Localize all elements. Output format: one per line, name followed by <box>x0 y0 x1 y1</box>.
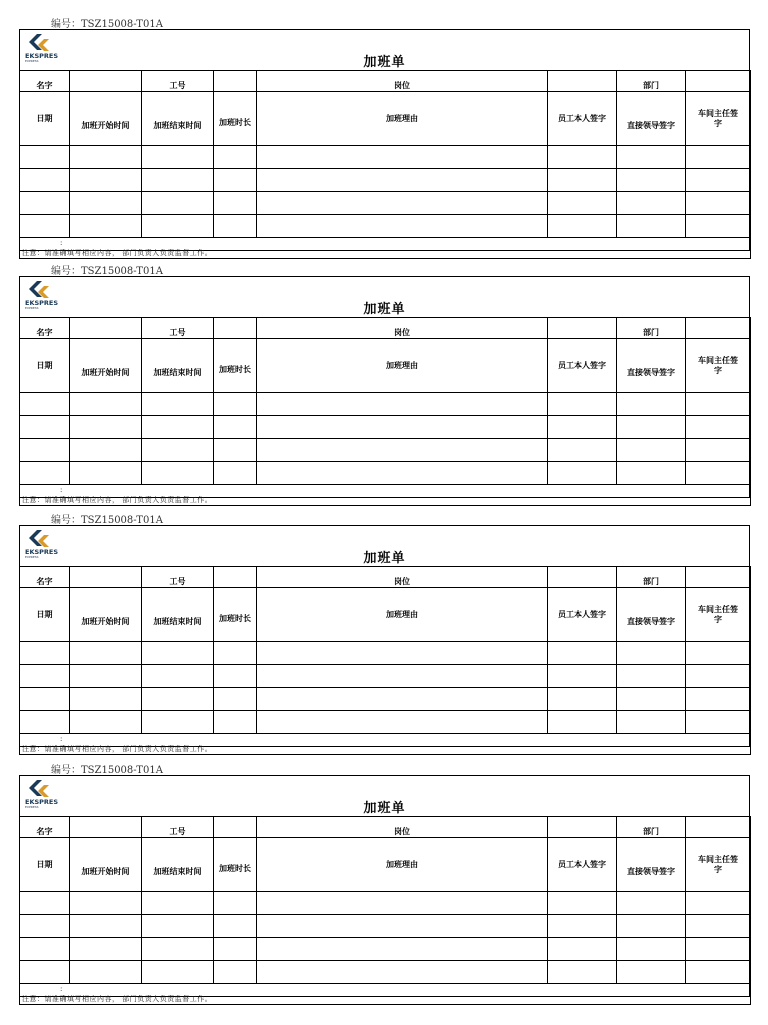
col-end-time-label: 加班结束时间 <box>153 616 202 626</box>
cell-date[interactable] <box>20 393 70 416</box>
cell-leader-sign[interactable] <box>617 688 686 711</box>
col-date-label: 日期 <box>36 609 53 619</box>
position-value[interactable] <box>548 318 617 339</box>
logo-sub-text: EXPRESS <box>25 805 39 809</box>
overtime-form <box>19 515 750 775</box>
col-director-sign-label: 车间主任签字 <box>698 355 738 375</box>
cell-director-sign[interactable] <box>686 688 751 711</box>
form-sheet <box>19 29 750 257</box>
col-date-label: 日期 <box>36 360 53 370</box>
cell-employee-sign[interactable] <box>548 192 617 215</box>
col-start-time-label: 加班开始时间 <box>81 866 130 876</box>
cell-end-time[interactable] <box>142 665 214 688</box>
cell-date[interactable] <box>20 462 70 485</box>
cell-start-time[interactable] <box>70 938 142 961</box>
cell-leader-sign[interactable] <box>617 169 686 192</box>
cell-director-sign[interactable] <box>686 892 751 915</box>
cell-reason[interactable] <box>257 892 548 915</box>
header-row <box>20 567 751 588</box>
cell-director-sign[interactable] <box>686 192 751 215</box>
cell-end-time[interactable] <box>142 169 214 192</box>
cell-duration[interactable] <box>214 416 257 439</box>
cell-duration[interactable] <box>214 192 257 215</box>
col-duration <box>214 588 257 642</box>
staff-no-value[interactable] <box>214 817 257 838</box>
note-cell <box>20 984 751 1005</box>
department-label: 部门 <box>617 567 686 588</box>
name-label: 名字 <box>20 817 70 838</box>
cell-start-time[interactable] <box>70 915 142 938</box>
cell-duration[interactable] <box>214 146 257 169</box>
note-colon: : <box>60 735 63 743</box>
logo-sub-text: EXPRESS <box>25 59 39 63</box>
cell-director-sign[interactable] <box>686 915 751 938</box>
name-label: 名字 <box>20 567 70 588</box>
position-label: 岗位 <box>257 817 548 838</box>
col-start-time <box>70 838 142 892</box>
cell-duration[interactable] <box>214 915 257 938</box>
staff-no-label: 工号 <box>142 567 214 588</box>
cell-employee-sign[interactable] <box>548 915 617 938</box>
col-date <box>20 92 70 146</box>
cell-start-time[interactable] <box>70 416 142 439</box>
form-table <box>19 317 751 506</box>
col-end-time-label: 加班结束时间 <box>153 367 202 377</box>
note-text: 注意：请准确填写相应内容， 部门负责人负责监督工作。 <box>22 496 213 504</box>
cell-director-sign[interactable] <box>686 416 751 439</box>
column-header-row <box>20 838 751 892</box>
header-row <box>20 318 751 339</box>
logo-brand-text: EKSPRES <box>25 299 59 307</box>
cell-date[interactable] <box>20 192 70 215</box>
cell-leader-sign[interactable] <box>617 393 686 416</box>
cell-reason[interactable] <box>257 642 548 665</box>
name-value[interactable] <box>70 71 142 92</box>
col-duration-label: 加班时长 <box>219 613 251 623</box>
cell-duration[interactable] <box>214 169 257 192</box>
col-duration <box>214 838 257 892</box>
col-director-sign <box>686 92 751 146</box>
staff-no-label: 工号 <box>142 318 214 339</box>
cell-reason[interactable] <box>257 393 548 416</box>
table-row <box>20 169 751 192</box>
cell-leader-sign[interactable] <box>617 642 686 665</box>
col-duration-label: 加班时长 <box>219 863 251 873</box>
column-header-row <box>20 92 751 146</box>
col-reason <box>257 339 548 393</box>
cell-reason[interactable] <box>257 711 548 734</box>
cell-employee-sign[interactable] <box>548 938 617 961</box>
staff-no-value[interactable] <box>214 318 257 339</box>
cell-start-time[interactable] <box>70 169 142 192</box>
table-row <box>20 892 751 915</box>
table-row <box>20 938 751 961</box>
col-leader-sign-label: 直接领导签字 <box>627 866 675 876</box>
cell-start-time[interactable] <box>70 711 142 734</box>
cell-reason[interactable] <box>257 146 548 169</box>
department-value[interactable] <box>686 318 751 339</box>
table-row <box>20 439 751 462</box>
note-colon: : <box>60 985 63 993</box>
cell-employee-sign[interactable] <box>548 169 617 192</box>
note-cell <box>20 485 751 506</box>
cell-end-time[interactable] <box>142 711 214 734</box>
cell-start-time[interactable] <box>70 146 142 169</box>
department-value[interactable] <box>686 71 751 92</box>
cell-leader-sign[interactable] <box>617 938 686 961</box>
col-director-sign-label: 车间主任签字 <box>698 854 738 874</box>
cell-duration[interactable] <box>214 462 257 485</box>
position-value[interactable] <box>548 567 617 588</box>
cell-duration[interactable] <box>214 961 257 984</box>
name-value[interactable] <box>70 567 142 588</box>
name-label: 名字 <box>20 318 70 339</box>
note-row <box>20 238 751 259</box>
cell-date[interactable] <box>20 961 70 984</box>
col-start-time <box>70 588 142 642</box>
form-table <box>19 566 751 755</box>
note-text: 注意：请准确填写相应内容， 部门负责人负责监督工作。 <box>22 745 213 753</box>
form-sheet <box>19 276 750 504</box>
table-row <box>20 961 751 984</box>
note-cell <box>20 734 751 755</box>
staff-no-value[interactable] <box>214 71 257 92</box>
cell-reason[interactable] <box>257 665 548 688</box>
cell-start-time[interactable] <box>70 439 142 462</box>
cell-date[interactable] <box>20 915 70 938</box>
cell-director-sign[interactable] <box>686 961 751 984</box>
col-director-sign <box>686 838 751 892</box>
position-label: 岗位 <box>257 318 548 339</box>
cell-employee-sign[interactable] <box>548 711 617 734</box>
cell-duration[interactable] <box>214 439 257 462</box>
cell-leader-sign[interactable] <box>617 711 686 734</box>
name-label: 名字 <box>20 71 70 92</box>
cell-leader-sign[interactable] <box>617 215 686 238</box>
col-date-label: 日期 <box>36 113 53 123</box>
cell-start-time[interactable] <box>70 192 142 215</box>
col-reason <box>257 588 548 642</box>
name-value[interactable] <box>70 817 142 838</box>
form-table <box>19 816 751 1005</box>
cell-employee-sign[interactable] <box>548 215 617 238</box>
col-leader-sign <box>617 838 686 892</box>
table-row <box>20 146 751 169</box>
department-label: 部门 <box>617 817 686 838</box>
cell-date[interactable] <box>20 215 70 238</box>
cell-date[interactable] <box>20 938 70 961</box>
cell-end-time[interactable] <box>142 416 214 439</box>
table-row <box>20 192 751 215</box>
logo-brand-text: EKSPRES <box>25 548 59 556</box>
cell-leader-sign[interactable] <box>617 439 686 462</box>
position-label: 岗位 <box>257 567 548 588</box>
form-code: 编号：TSZ15008-T01A <box>51 765 163 776</box>
cell-end-time[interactable] <box>142 215 214 238</box>
cell-leader-sign[interactable] <box>617 915 686 938</box>
note-colon: : <box>60 486 63 494</box>
logo-sub-text: EXPRESS <box>25 306 39 310</box>
overtime-form <box>19 266 750 526</box>
note-row <box>20 734 751 755</box>
cell-start-time[interactable] <box>70 393 142 416</box>
cell-start-time[interactable] <box>70 215 142 238</box>
cell-reason[interactable] <box>257 439 548 462</box>
cell-employee-sign[interactable] <box>548 146 617 169</box>
col-duration <box>214 92 257 146</box>
col-start-time <box>70 339 142 393</box>
cell-leader-sign[interactable] <box>617 892 686 915</box>
form-code: 编号：TSZ15008-T01A <box>51 19 163 30</box>
cell-reason[interactable] <box>257 961 548 984</box>
overtime-form <box>19 765 750 1025</box>
table-row <box>20 711 751 734</box>
position-label: 岗位 <box>257 71 548 92</box>
form-sheet <box>19 525 750 753</box>
col-reason-label: 加班理由 <box>386 113 418 123</box>
logo-brand-text: EKSPRES <box>25 52 59 60</box>
note-text: 注意：请准确填写相应内容， 部门负责人负责监督工作。 <box>22 995 213 1003</box>
cell-start-time[interactable] <box>70 665 142 688</box>
cell-employee-sign[interactable] <box>548 416 617 439</box>
cell-end-time[interactable] <box>142 642 214 665</box>
staff-no-label: 工号 <box>142 71 214 92</box>
col-start-time <box>70 92 142 146</box>
table-row <box>20 215 751 238</box>
col-employee-sign <box>548 838 617 892</box>
cell-date[interactable] <box>20 892 70 915</box>
cell-end-time[interactable] <box>142 892 214 915</box>
col-employee-sign-label: 员工本人签字 <box>558 113 606 123</box>
col-reason <box>257 838 548 892</box>
col-leader-sign <box>617 92 686 146</box>
cell-duration[interactable] <box>214 688 257 711</box>
col-director-sign <box>686 339 751 393</box>
col-leader-sign-label: 直接领导签字 <box>627 367 675 377</box>
cell-employee-sign[interactable] <box>548 439 617 462</box>
col-employee-sign-label: 员工本人签字 <box>558 360 606 370</box>
col-end-time-label: 加班结束时间 <box>153 120 202 130</box>
cell-date[interactable] <box>20 665 70 688</box>
cell-leader-sign[interactable] <box>617 462 686 485</box>
col-leader-sign <box>617 588 686 642</box>
department-value[interactable] <box>686 567 751 588</box>
cell-director-sign[interactable] <box>686 462 751 485</box>
cell-employee-sign[interactable] <box>548 665 617 688</box>
cell-end-time[interactable] <box>142 938 214 961</box>
cell-reason[interactable] <box>257 462 548 485</box>
col-end-time <box>142 588 214 642</box>
cell-reason[interactable] <box>257 416 548 439</box>
cell-director-sign[interactable] <box>686 665 751 688</box>
cell-director-sign[interactable] <box>686 169 751 192</box>
cell-duration[interactable] <box>214 892 257 915</box>
col-leader-sign <box>617 339 686 393</box>
form-sheet <box>19 775 750 1003</box>
cell-date[interactable] <box>20 711 70 734</box>
col-director-sign-label: 车间主任签字 <box>698 604 738 624</box>
header-row <box>20 71 751 92</box>
table-row <box>20 915 751 938</box>
department-value[interactable] <box>686 817 751 838</box>
cell-duration[interactable] <box>214 642 257 665</box>
cell-leader-sign[interactable] <box>617 416 686 439</box>
col-reason-label: 加班理由 <box>386 609 418 619</box>
header-row <box>20 817 751 838</box>
cell-director-sign[interactable] <box>686 393 751 416</box>
cell-end-time[interactable] <box>142 146 214 169</box>
cell-reason[interactable] <box>257 938 548 961</box>
cell-date[interactable] <box>20 169 70 192</box>
col-duration <box>214 339 257 393</box>
cell-end-time[interactable] <box>142 688 214 711</box>
col-leader-sign-label: 直接领导签字 <box>627 120 675 130</box>
cell-leader-sign[interactable] <box>617 961 686 984</box>
col-start-time-label: 加班开始时间 <box>81 616 130 626</box>
logo-sub-text: EXPRESS <box>25 555 39 559</box>
col-employee-sign <box>548 588 617 642</box>
cell-director-sign[interactable] <box>686 439 751 462</box>
cell-leader-sign[interactable] <box>617 665 686 688</box>
note-cell <box>20 238 751 259</box>
cell-duration[interactable] <box>214 938 257 961</box>
col-end-time-label: 加班结束时间 <box>153 866 202 876</box>
cell-date[interactable] <box>20 146 70 169</box>
col-date <box>20 588 70 642</box>
cell-employee-sign[interactable] <box>548 642 617 665</box>
note-text: 注意：请准确填写相应内容， 部门负责人负责监督工作。 <box>22 249 213 257</box>
cell-end-time[interactable] <box>142 393 214 416</box>
col-leader-sign-label: 直接领导签字 <box>627 616 675 626</box>
cell-start-time[interactable] <box>70 462 142 485</box>
cell-director-sign[interactable] <box>686 711 751 734</box>
form-title: 加班单 <box>363 302 406 317</box>
col-end-time <box>142 339 214 393</box>
cell-director-sign[interactable] <box>686 146 751 169</box>
col-employee-sign-label: 员工本人签字 <box>558 609 606 619</box>
cell-end-time[interactable] <box>142 439 214 462</box>
col-employee-sign <box>548 339 617 393</box>
col-duration-label: 加班时长 <box>219 117 251 127</box>
cell-end-time[interactable] <box>142 961 214 984</box>
cell-start-time[interactable] <box>70 961 142 984</box>
overtime-form <box>19 19 750 279</box>
form-table <box>19 70 751 259</box>
col-date <box>20 339 70 393</box>
cell-end-time[interactable] <box>142 192 214 215</box>
cell-date[interactable] <box>20 688 70 711</box>
note-colon: : <box>60 239 63 247</box>
table-row <box>20 393 751 416</box>
form-title: 加班单 <box>363 551 406 566</box>
cell-duration[interactable] <box>214 215 257 238</box>
table-row <box>20 688 751 711</box>
form-title: 加班单 <box>363 55 406 70</box>
column-header-row <box>20 588 751 642</box>
cell-employee-sign[interactable] <box>548 688 617 711</box>
cell-leader-sign[interactable] <box>617 192 686 215</box>
table-row <box>20 642 751 665</box>
form-code: 编号：TSZ15008-T01A <box>51 515 163 526</box>
department-label: 部门 <box>617 71 686 92</box>
col-date-label: 日期 <box>36 859 53 869</box>
cell-reason[interactable] <box>257 688 548 711</box>
cell-employee-sign[interactable] <box>548 393 617 416</box>
cell-employee-sign[interactable] <box>548 462 617 485</box>
col-start-time-label: 加班开始时间 <box>81 367 130 377</box>
cell-date[interactable] <box>20 416 70 439</box>
col-start-time-label: 加班开始时间 <box>81 120 130 130</box>
col-duration-label: 加班时长 <box>219 364 251 374</box>
col-director-sign-label: 车间主任签字 <box>698 108 738 128</box>
cell-reason[interactable] <box>257 915 548 938</box>
cell-start-time[interactable] <box>70 642 142 665</box>
col-reason <box>257 92 548 146</box>
col-date <box>20 838 70 892</box>
position-value[interactable] <box>548 817 617 838</box>
col-reason-label: 加班理由 <box>386 360 418 370</box>
cell-start-time[interactable] <box>70 688 142 711</box>
cell-date[interactable] <box>20 439 70 462</box>
cell-duration[interactable] <box>214 665 257 688</box>
cell-start-time[interactable] <box>70 892 142 915</box>
col-reason-label: 加班理由 <box>386 859 418 869</box>
cell-reason[interactable] <box>257 192 548 215</box>
staff-no-value[interactable] <box>214 567 257 588</box>
cell-duration[interactable] <box>214 711 257 734</box>
cell-director-sign[interactable] <box>686 215 751 238</box>
position-value[interactable] <box>548 71 617 92</box>
cell-date[interactable] <box>20 642 70 665</box>
col-employee-sign-label: 员工本人签字 <box>558 859 606 869</box>
note-row <box>20 984 751 1005</box>
table-row <box>20 462 751 485</box>
note-row <box>20 485 751 506</box>
cell-reason[interactable] <box>257 215 548 238</box>
cell-director-sign[interactable] <box>686 642 751 665</box>
cell-reason[interactable] <box>257 169 548 192</box>
logo-brand-text: EKSPRES <box>25 798 59 806</box>
col-director-sign <box>686 588 751 642</box>
cell-duration[interactable] <box>214 393 257 416</box>
department-label: 部门 <box>617 318 686 339</box>
form-code: 编号：TSZ15008-T01A <box>51 266 163 277</box>
cell-director-sign[interactable] <box>686 938 751 961</box>
name-value[interactable] <box>70 318 142 339</box>
col-employee-sign <box>548 92 617 146</box>
cell-employee-sign[interactable] <box>548 892 617 915</box>
cell-leader-sign[interactable] <box>617 146 686 169</box>
staff-no-label: 工号 <box>142 817 214 838</box>
col-end-time <box>142 92 214 146</box>
form-title: 加班单 <box>363 801 406 816</box>
table-row <box>20 416 751 439</box>
cell-end-time[interactable] <box>142 462 214 485</box>
cell-end-time[interactable] <box>142 915 214 938</box>
cell-employee-sign[interactable] <box>548 961 617 984</box>
col-end-time <box>142 838 214 892</box>
table-row <box>20 665 751 688</box>
column-header-row <box>20 339 751 393</box>
